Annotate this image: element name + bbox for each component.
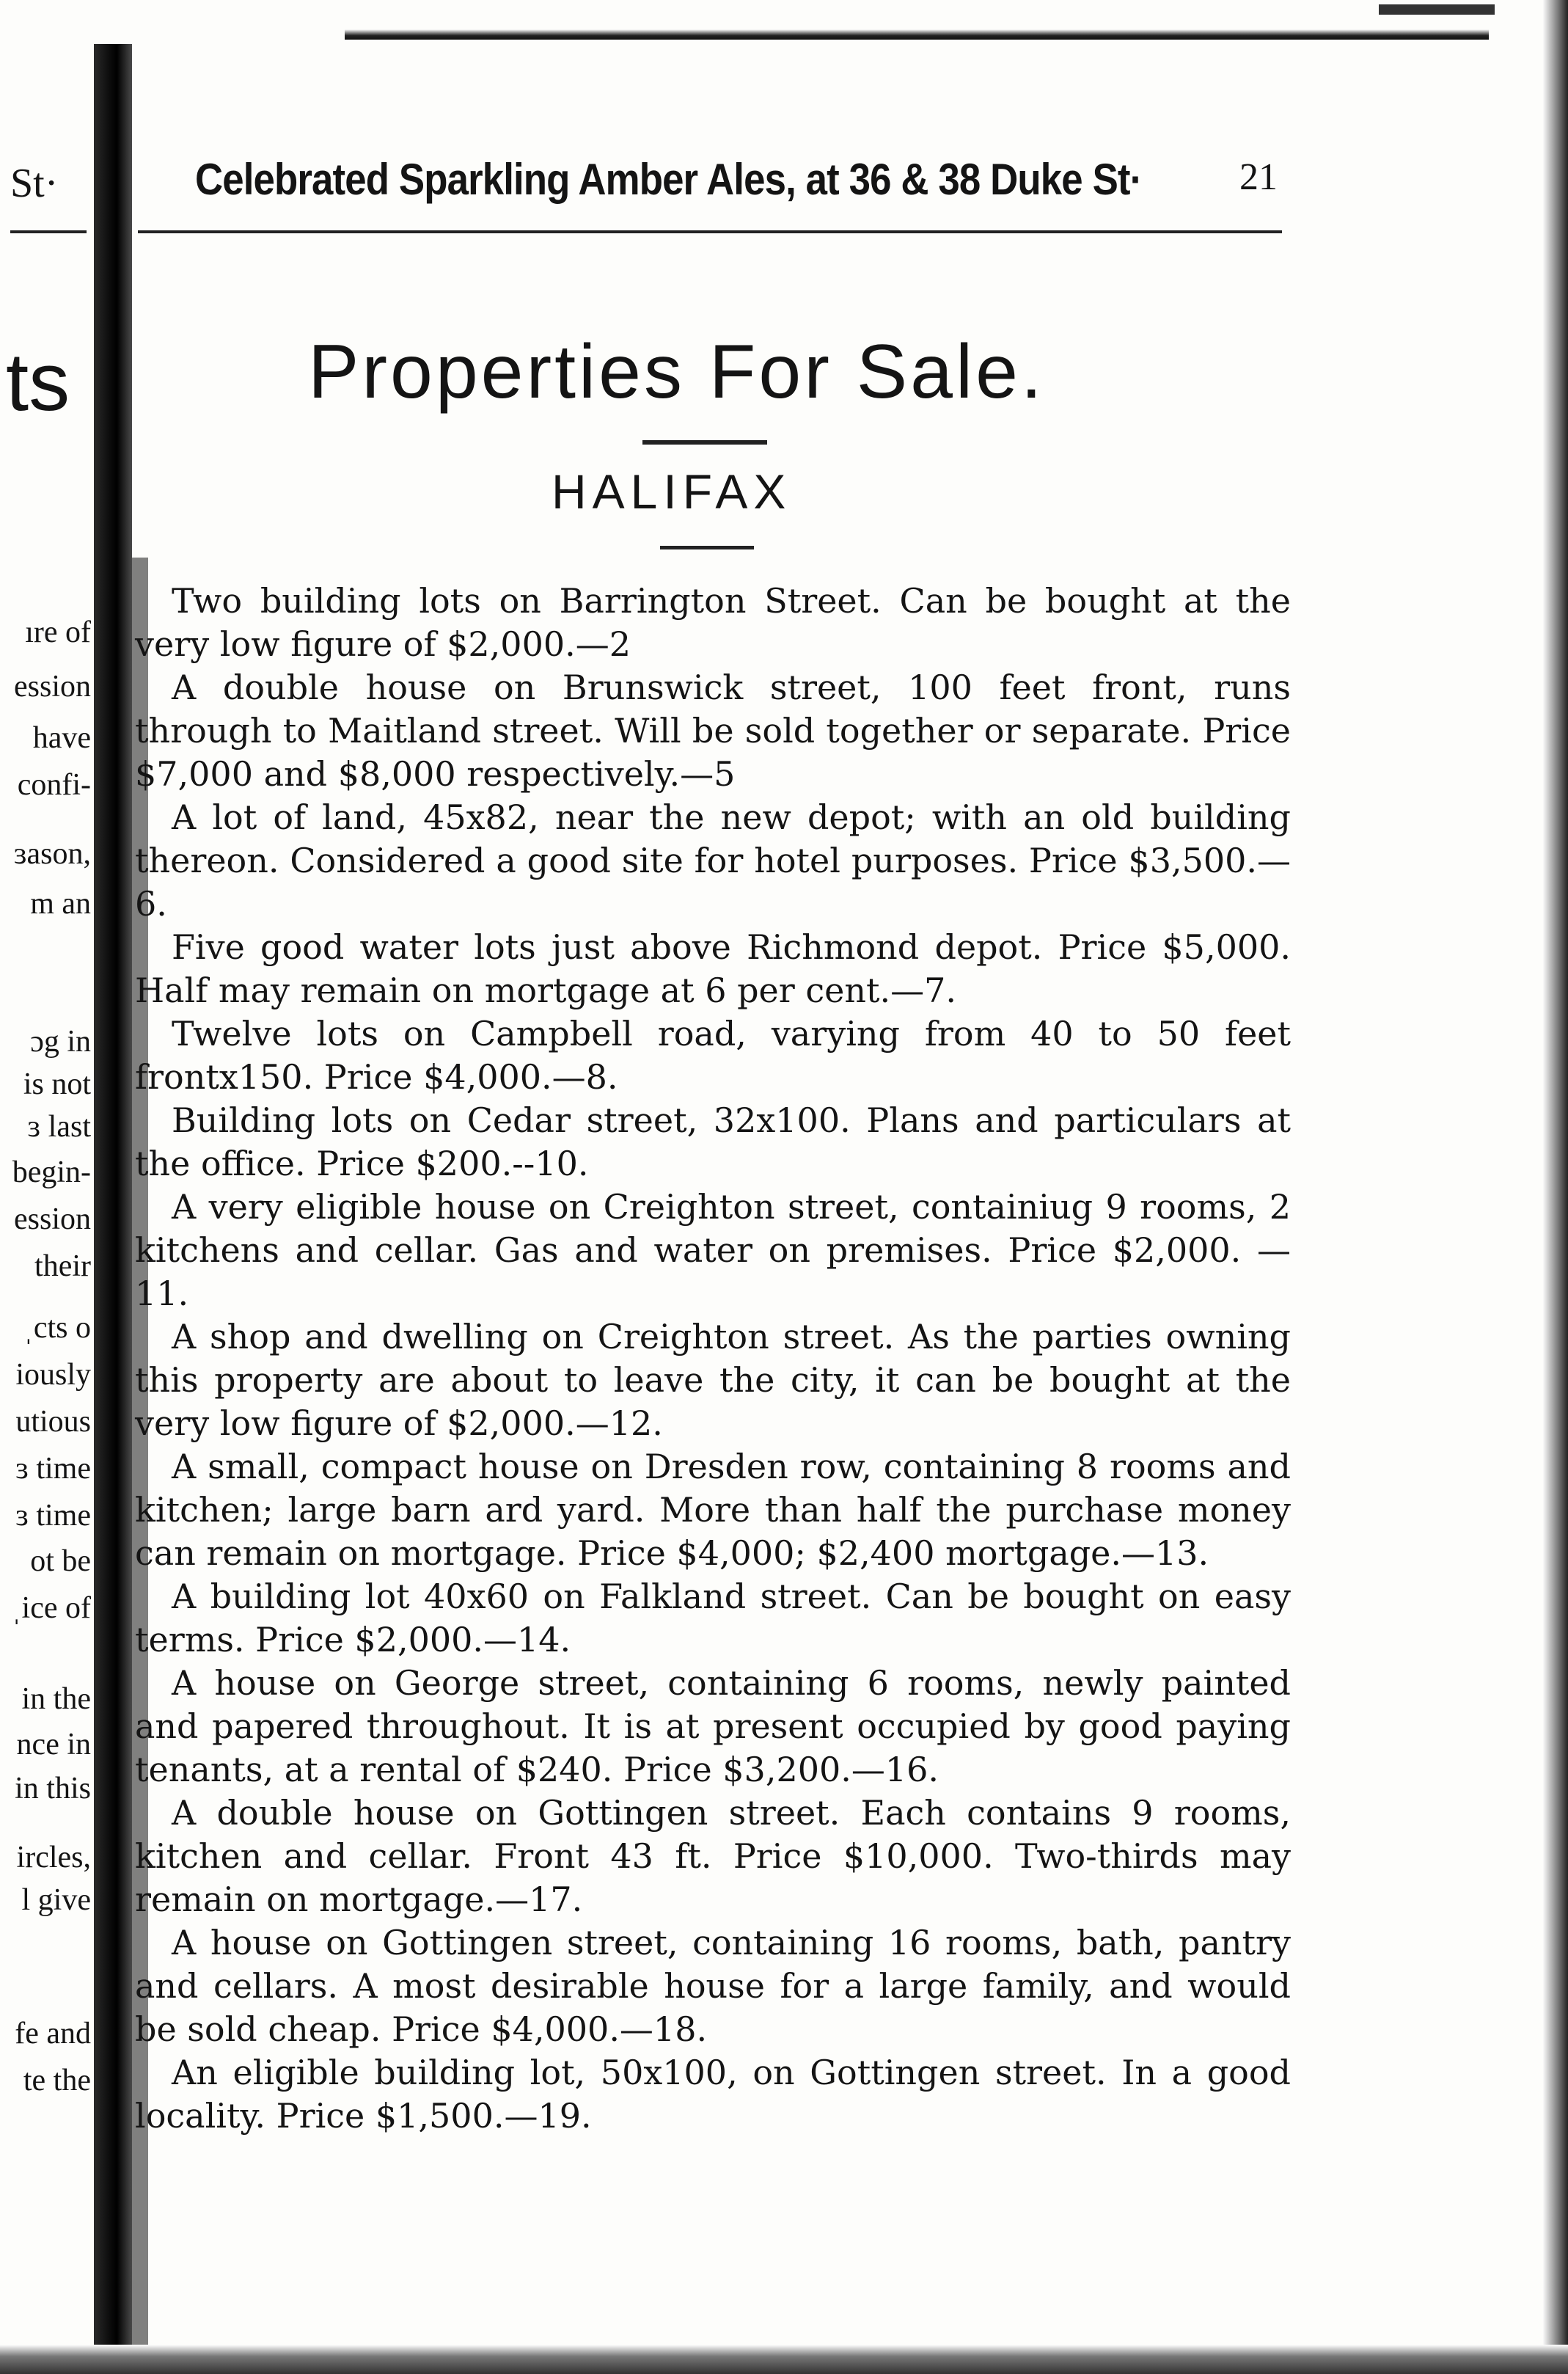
margin-fragment: their: [34, 1249, 91, 1283]
facing-page-header-rule: [10, 230, 87, 233]
margin-fragment: ɔg in: [30, 1025, 91, 1059]
margin-fragment: ot be: [30, 1544, 91, 1578]
margin-fragment: l give: [21, 1883, 91, 1917]
listing-item: A small, compact house on Dresden row, containing 8 rooms and kitchen; large barn ard yard. More than half the purchase money can remain on mortgage. Price $4,000; $2,400 mortgage.—13.: [135, 1447, 1291, 1573]
margin-fragment: fe and: [15, 2017, 91, 2050]
margin-fragment: ession: [14, 1202, 91, 1236]
right-page-edge: [1543, 0, 1568, 2374]
listing-item: Five good water lots just above Richmond depot. Price $5,000. Half may remain on mortgage at 6 per cent.—7.: [135, 927, 1291, 1010]
page-number: 21: [1239, 156, 1278, 198]
top-border: [345, 29, 1489, 40]
margin-fragment: ircles,: [16, 1841, 91, 1874]
margin-fragment: ɜ time: [15, 1452, 91, 1486]
margin-fragment: iously: [15, 1358, 91, 1392]
title-rule: [642, 440, 767, 445]
binding-gutter: [94, 44, 132, 2355]
margin-fragment: in the: [21, 1682, 91, 1716]
listing-item: A very eligible house on Creighton street, containiug 9 rooms, 2 kitchens and cellar. Gas and water on premises. Price $2,000. —11.: [135, 1187, 1291, 1313]
margin-fragment: m an: [30, 887, 91, 921]
margin-fragment: begin-: [12, 1155, 91, 1189]
facing-page-title-fragment: ts: [6, 336, 70, 428]
margin-fragment: confi-: [17, 768, 91, 802]
listing-item: Building lots on Cedar street, 32x100. Plans and particulars at the office. Price $200.--10.: [135, 1100, 1291, 1183]
margin-fragment: ɜ last: [27, 1110, 91, 1144]
margin-fragment: ıre of: [25, 616, 91, 649]
page-title: Properties For Sale.: [308, 329, 1045, 414]
header-rule: [138, 230, 1282, 233]
margin-fragment: in this: [15, 1772, 91, 1805]
margin-fragment: ˌice of: [11, 1591, 91, 1625]
listing-item: A shop and dwelling on Creighton street. As the parties owning this property are about to leave the city, it can be bought at the very low figure of $2,000.—12.: [135, 1317, 1291, 1443]
listing-item: Two building lots on Barrington Street. Can be bought at the very low figure of $2,000.—2: [135, 581, 1291, 664]
margin-fragment: is not: [23, 1067, 91, 1101]
margin-fragment: ɜ time: [15, 1499, 91, 1533]
listing-item: A lot of land, 45x82, near the new depot; with an old building thereon. Considered a good site for hotel purposes. Price $3,500.—6.: [135, 797, 1291, 924]
margin-fragment: have: [32, 721, 91, 755]
listing-item: Twelve lots on Campbell road, varying from 40 to 50 feet frontx150. Price $4,000.—8.: [135, 1014, 1291, 1097]
listing-item: A building lot 40x60 on Falkland street. Can be bought on easy terms. Price $2,000.—14.: [135, 1577, 1291, 1659]
section-heading: HALIFAX: [552, 464, 792, 519]
top-border-corner: [1379, 4, 1495, 15]
facing-page-header-fragment: St·: [10, 161, 59, 206]
margin-fragment: ession: [14, 670, 91, 704]
margin-fragment: utious: [15, 1405, 91, 1439]
listing-item: A double house on Gottingen street. Each contains 9 rooms, kitchen and cellar. Front 43 ft. Price $10,000. Two-thirds may remain on mortgage.—17.: [135, 1793, 1291, 1919]
listing-item: A house on Gottingen street, containing 16 rooms, bath, pantry and cellars. A most desirable house for a large family, and would be sold cheap. Price $4,000.—18.: [135, 1923, 1291, 2049]
margin-fragment: nce in: [16, 1728, 91, 1761]
listing-item: A double house on Brunswick street, 100 feet front, runs through to Maitland street. Will be sold together or separate. Price $7,000 and $8,000 respectively.—5: [135, 668, 1291, 794]
margin-fragment: ˌcts o: [23, 1311, 91, 1345]
section-rule: [660, 546, 754, 549]
bottom-page-edge: [0, 2345, 1568, 2374]
margin-fragment: te the: [23, 2064, 91, 2097]
margin-fragment: ɜason,: [13, 837, 91, 871]
running-head: Celebrated Sparkling Amber Ales, at 36 & 38 Duke St·: [195, 155, 1143, 204]
listing-item: A house on George street, containing 6 rooms, newly painted and papered throughout. It is at present occupied by good paying tenants, at a rental of $240. Price $3,200.—16.: [135, 1663, 1291, 1789]
property-listings: [135, 580, 1291, 2138]
listing-item: An eligible building lot, 50x100, on Gottingen street. In a good locality. Price $1,500.—19.: [135, 2053, 1291, 2136]
